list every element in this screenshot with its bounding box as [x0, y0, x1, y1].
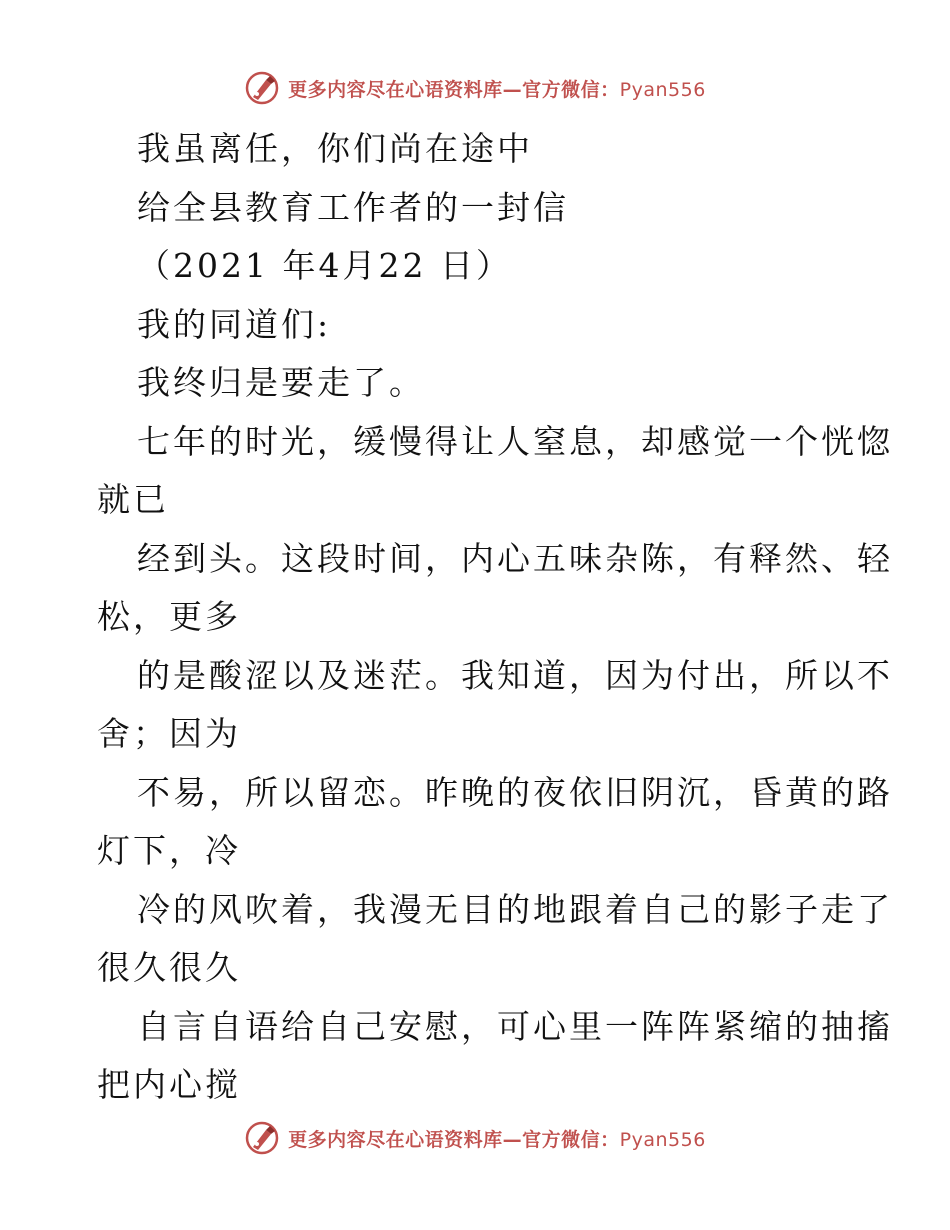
text-line: 自言自语给自己安慰，可心里一阵阵紧缩的抽搐: [137, 1006, 893, 1046]
text-line: （2021 年4月22 日）: [137, 246, 512, 285]
pen-logo-icon: [244, 1120, 280, 1156]
text-line: 经到头。这段时间，内心五味杂陈，有释然、轻: [137, 538, 893, 578]
text-line: 给全县教育工作者的一封信: [137, 187, 569, 227]
text-line: 冷的风吹着，我漫无目的地跟着自己的影子走了: [137, 889, 893, 929]
watermark-footer: [0, 1120, 950, 1156]
text-line: 我虽离任，你们尚在途中: [137, 129, 533, 168]
text-line: 我的同道们:: [137, 304, 332, 344]
text-line: 的是酸涩以及迷茫。我知道，因为付出，所以不: [137, 655, 893, 695]
text-line: 我终归是要走了。: [137, 363, 425, 402]
text-line: 很久很久: [97, 948, 241, 987]
text-line: 就已: [97, 480, 169, 519]
watermark-text: 更多内容尽在心语资料库—官方微信：Pyan556: [288, 1128, 706, 1151]
text-line: 七年的时光，缓慢得让人窒息，却感觉一个恍惚: [137, 421, 893, 461]
text-line: 不易，所以留恋。昨晚的夜依旧阴沉，昏黄的路: [137, 772, 893, 812]
watermark-header: [0, 70, 950, 106]
text-line: 松，更多: [97, 597, 241, 636]
pen-logo-icon: [244, 70, 280, 106]
text-line: 舍；因为: [97, 714, 241, 753]
letter-body: [97, 120, 893, 1115]
text-line: 把内心搅: [97, 1065, 241, 1104]
text-line: 灯下，冷: [97, 831, 241, 870]
watermark-text: 更多内容尽在心语资料库—官方微信：Pyan556: [288, 78, 706, 101]
